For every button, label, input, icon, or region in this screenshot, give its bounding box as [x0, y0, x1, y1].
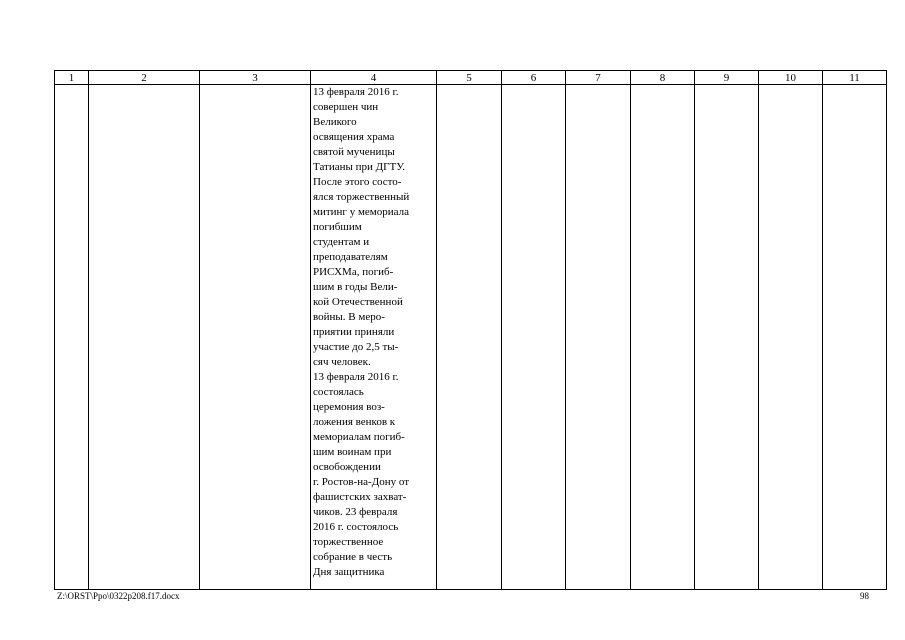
event-description-text: 13 февраля 2016 г. совершен чин Великого освящения храма святой мученицы Татианы при ДГТУ. После этого состо- ялся торжественный митинг у мемориала погибшим студентам и преподавателям РИСХМа, погиб- шим в годы Вели- кой Отечественной войны. В меро- приятии приняли участие до 2,5 ты- сяч человек. 13 февраля 2016 г. состоялась церемония воз- ложения венков к мемориалам погиб- шим воинам при освобождении г. Ростов-на-Дону от фашистских захват- чиков. 23 февраля 2016 г. состоялось торжественное собрание в честь Дня защитника — [313, 86, 410, 578]
document-table — [54, 70, 887, 590]
table-cell-col-7 — [566, 85, 631, 590]
table-cell-col-4 — [311, 85, 437, 590]
table-cell-col-3 — [200, 85, 311, 590]
table-header-row — [55, 71, 887, 85]
column-header-2: 2 — [89, 71, 200, 85]
column-header-4: 4 — [311, 71, 437, 85]
column-header-9: 9 — [695, 71, 759, 85]
table-row — [55, 85, 887, 590]
column-header-8: 8 — [631, 71, 695, 85]
column-header-7: 7 — [566, 71, 631, 85]
column-header-10: 10 — [759, 71, 823, 85]
column-header-11: 11 — [823, 71, 887, 85]
table-cell-col-5 — [437, 85, 502, 590]
column-header-3: 3 — [200, 71, 311, 85]
page-number: 98 — [860, 591, 869, 601]
table-cell-col-10 — [759, 85, 823, 590]
table-cell-col-9 — [695, 85, 759, 590]
column-header-5: 5 — [437, 71, 502, 85]
table-cell-col-2 — [89, 85, 200, 590]
table-cell-col-1 — [55, 85, 89, 590]
footer-file-path: Z:\ORST\Ppo\0322p208.f17.docx — [57, 591, 180, 601]
column-header-6: 6 — [502, 71, 566, 85]
table-cell-col-11 — [823, 85, 887, 590]
column-header-1: 1 — [55, 71, 89, 85]
table-cell-col-8 — [631, 85, 695, 590]
table-cell-col-6 — [502, 85, 566, 590]
